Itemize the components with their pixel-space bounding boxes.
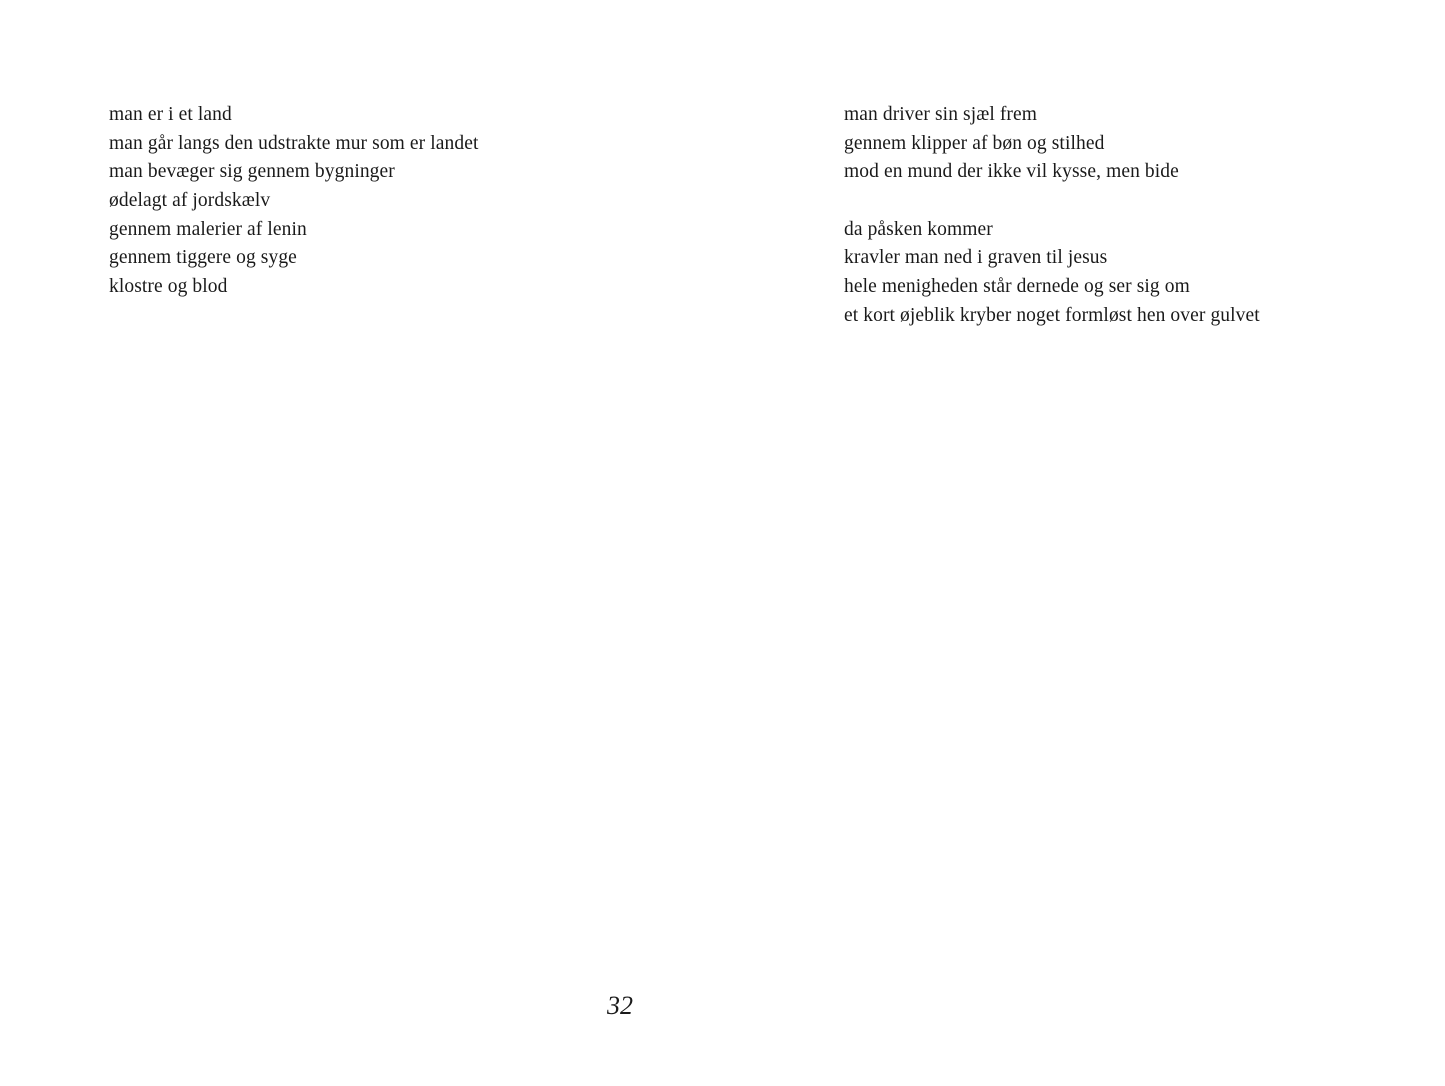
stanza bbox=[109, 101, 478, 302]
stanza bbox=[844, 101, 1260, 187]
poem-line: et kort øjeblik kryber noget formløst hen over gulvet bbox=[844, 304, 1260, 326]
poem-line: man er i et land bbox=[109, 104, 232, 125]
poem-line: klostre og blod bbox=[109, 276, 228, 298]
poem-line: gennem malerier af lenin bbox=[109, 218, 307, 240]
poem-column-left bbox=[109, 101, 478, 302]
poem-line: gennem klipper af bøn og stilhed bbox=[844, 132, 1105, 154]
poem-line: kravler man ned i graven til jesus bbox=[844, 247, 1108, 269]
poem-line: ødelagt af jordskælv bbox=[109, 190, 271, 212]
poem-line: gennem tiggere og syge bbox=[109, 247, 297, 269]
poem-column-right bbox=[844, 101, 1260, 331]
poem-line: man går langs den udstrakte mur som er landet bbox=[109, 132, 479, 154]
poem-line: hele menigheden står dernede og ser sig om bbox=[844, 276, 1190, 298]
poem-line: man driver sin sjæl frem bbox=[844, 104, 1038, 125]
stanza bbox=[844, 216, 1260, 331]
poem-line: man bevæger sig gennem bygninger bbox=[109, 161, 395, 183]
page-number: 32 bbox=[607, 991, 633, 1020]
poem-line: mod en mund der ikke vil kysse, men bide bbox=[844, 161, 1179, 183]
poem-line: da påsken kommer bbox=[844, 218, 993, 240]
